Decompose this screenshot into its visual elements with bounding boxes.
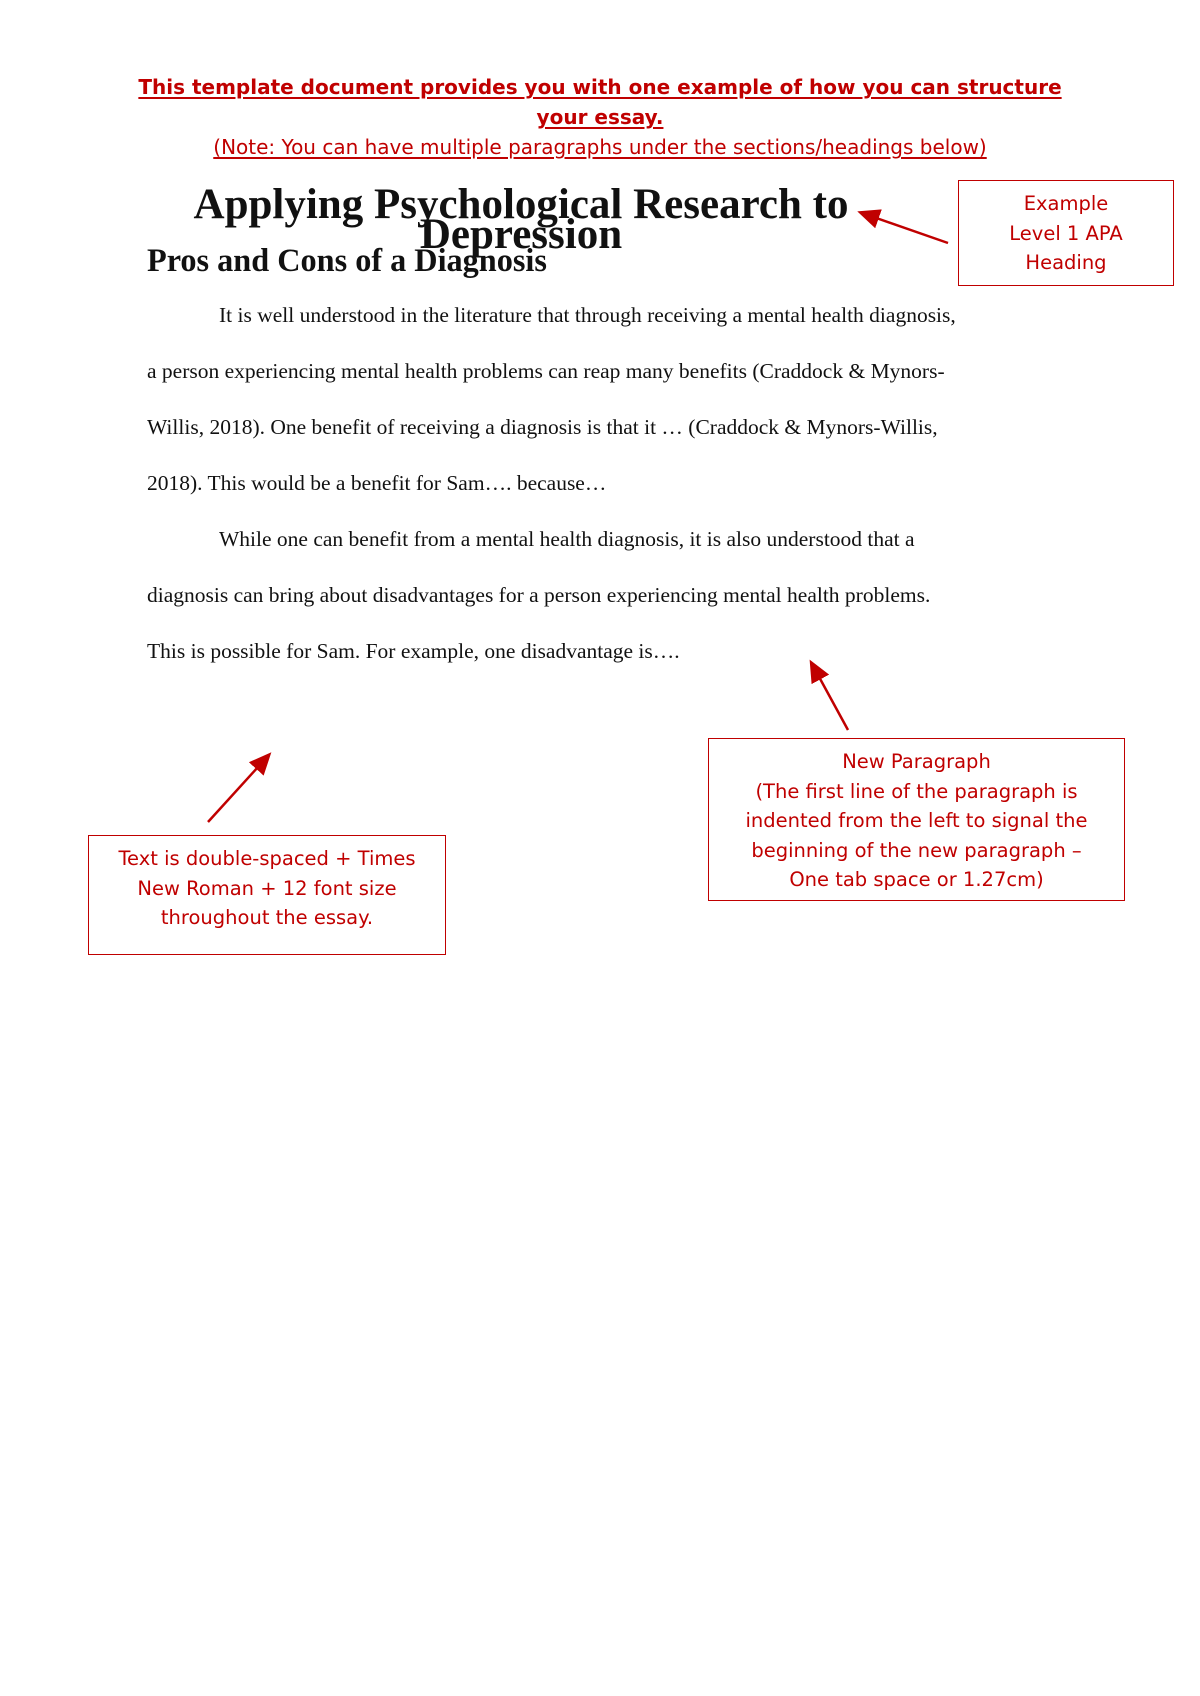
paragraph-line: It is well understood in the literature that through receiving a mental health diagnosis, bbox=[219, 303, 956, 327]
paragraph-line: 2018). This would be a benefit for Sam…. because… bbox=[147, 471, 607, 495]
template-notice-line-1: This template document provides you with one example of how you can structure bbox=[138, 75, 1062, 99]
callout-line: beginning of the new paragraph – bbox=[751, 838, 1082, 862]
paragraph-line: This is possible for Sam. For example, one disadvantage is…. bbox=[147, 639, 680, 663]
section-heading: Pros and Cons of a Diagnosis bbox=[147, 242, 547, 278]
callout-line: New Paragraph bbox=[842, 750, 991, 773]
callout-line: Level 1 APA bbox=[1009, 221, 1123, 245]
arrow-to-body-text bbox=[208, 756, 268, 822]
paragraph-line: diagnosis can bring about disadvantages for a person experiencing mental health problems. bbox=[147, 583, 931, 607]
template-notice-note: (Note: You can have multiple paragraphs under the sections/headings below) bbox=[213, 135, 987, 159]
paragraph-2 bbox=[147, 524, 1067, 692]
template-notice bbox=[130, 72, 1070, 162]
callout-line: Text is double-spaced + Times bbox=[118, 847, 416, 870]
callout-line: New Roman + 12 font size bbox=[137, 876, 397, 900]
callout-line: indented from the left to signal the bbox=[745, 809, 1088, 832]
callout-formatting bbox=[88, 835, 446, 955]
callout-line: Heading bbox=[1025, 251, 1107, 274]
callout-apa-heading bbox=[958, 180, 1174, 286]
paragraph-line: While one can benefit from a mental health diagnosis, it is also understood that a bbox=[219, 527, 915, 551]
callout-new-paragraph bbox=[708, 738, 1125, 901]
paragraph-line: a person experiencing mental health problems can reap many benefits (Craddock & Mynors- bbox=[147, 359, 945, 383]
callout-line: Example bbox=[1023, 192, 1109, 215]
paragraph-line: Willis, 2018). One benefit of receiving a diagnosis is that it … (Craddock & Mynors-Willis, bbox=[147, 415, 938, 439]
callout-line: One tab space or 1.27cm) bbox=[789, 868, 1044, 891]
template-notice-line-2: your essay. bbox=[536, 105, 664, 129]
essay-title: Applying Psychological Research to Depression bbox=[193, 181, 849, 258]
paragraph-1 bbox=[147, 300, 1067, 524]
callout-line: (The first line of the paragraph is bbox=[755, 779, 1078, 803]
callout-line: throughout the essay. bbox=[160, 906, 374, 929]
